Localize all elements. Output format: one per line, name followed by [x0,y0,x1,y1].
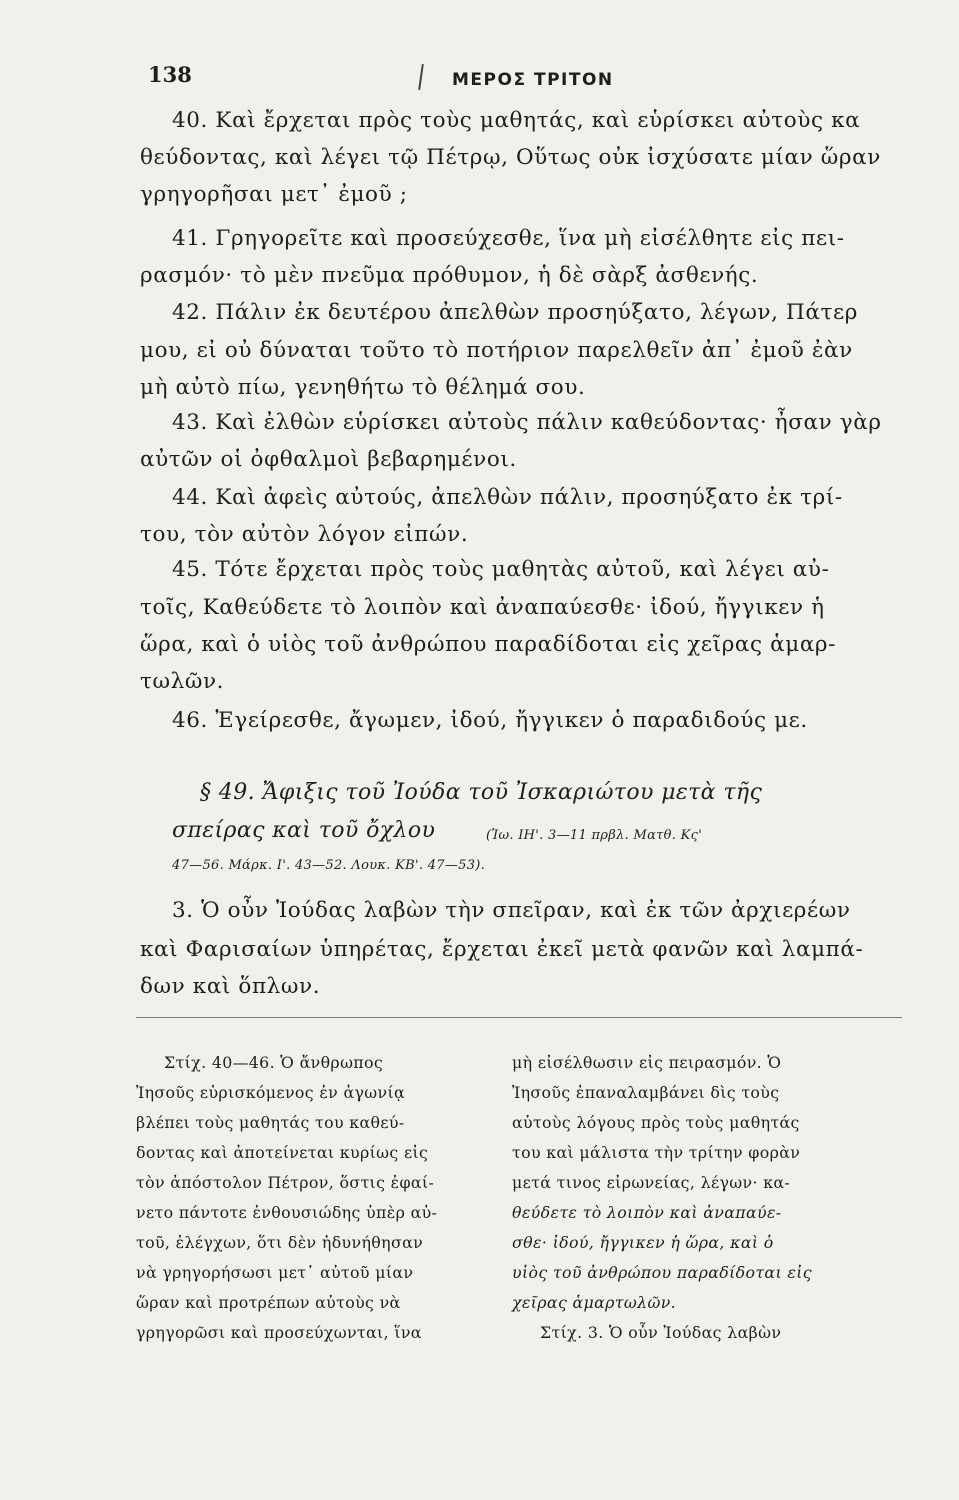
verse-line: δων καὶ ὅπλων. [140,974,321,999]
verse-line: του, τὸν αὐτὸν λόγον εἰπών. [140,522,469,547]
footnote-line: Στίχ. 40—46. Ὁ ἄνθρωπος [164,1053,384,1072]
footnote-line: αὐτοὺς λόγους πρὸς τοὺς μαθητάς [512,1113,800,1132]
footnote-line: τὸν ἀπόστολον Πέτρον, ὅστις ἐφαί- [136,1173,435,1192]
footnote-line: υἱὸς τοῦ ἀνθρώπου παραδίδοται εἰς [512,1263,812,1282]
verse-line: 43. Καὶ ἐλθὼν εὑρίσκει αὐτοὺς πάλιν καθεύδοντας· ἦσαν γὰρ [172,410,882,435]
verse-line: 3. Ὁ οὖν Ἰούδας λαβὼν τὴν σπεῖραν, καὶ ἐκ τῶν ἀρχιερέων [172,898,851,923]
verse-line: μου, εἰ οὐ δύναται τοῦτο τὸ ποτήριον παρελθεῖν ἀπ᾽ ἐμοῦ ἐὰν [140,338,853,363]
verse-line: 40. Καὶ ἔρχεται πρὸς τοὺς μαθητάς, καὶ εὑρίσκει αὐτοὺς κα [172,108,861,133]
verse-line: τοῖς, Καθεύδετε τὸ λοιπὸν καὶ ἀναπαύεσθε· ἰδού, ἤγγικεν ἡ [140,595,825,620]
footnote-line: μετά τινος εἰρωνείας, λέγων· κα- [512,1173,791,1192]
footnote-line: θεύδετε τὸ λοιπὸν καὶ ἀναπαύε- [512,1203,782,1222]
section-reference: (Ἰω. ΙΗ'. 3—11 πρβλ. Ματθ. Κς' [486,828,703,843]
header-divider [418,64,424,90]
footnote-line: δοντας καὶ ἀποτείνεται κυρίως εἰς [136,1143,429,1162]
footnote-line: νετο πάντοτε ἐνθουσιώδης ὑπὲρ αὐ- [136,1203,438,1222]
footnote-rule [136,1017,902,1018]
footnote-line: Στίχ. 3. Ὁ οὖν Ἰούδας λαβὼν [540,1323,782,1342]
footnote-line: γρηγορῶσι καὶ προσεύχωνται, ἵνα [136,1323,422,1342]
verse-line: αὐτῶν οἱ ὀφθαλμοὶ βεβαρημένοι. [140,447,517,472]
verse-line: 41. Γρηγορεῖτε καὶ προσεύχεσθε, ἵνα μὴ εἰσέλθητε εἰς πει- [172,226,845,251]
verse-line: ρασμόν· τὸ μὲν πνεῦμα πρόθυμον, ἡ δὲ σὰρξ ἀσθενής. [140,263,759,288]
verse-line: γρηγορῆσαι μετ᾽ ἐμοῦ ; [140,182,408,207]
page-number: 138 [148,62,192,87]
verse-line: 46. Ἐγείρεσθε, ἄγωμεν, ἰδού, ἤγγικεν ὁ παραδιδούς με. [172,708,808,733]
section-heading: σπείρας καὶ τοῦ ὄχλου [172,818,436,843]
running-header: ΜΕΡΟΣ ΤΡΙΤΟΝ [452,70,614,90]
footnote-line: μὴ εἰσέλθωσιν εἰς πειρασμόν. Ὁ [512,1053,782,1072]
footnote-line: χεῖρας ἁμαρτωλῶν. [512,1293,677,1312]
footnote-line: νὰ γρηγορήσωσι μετ᾽ αὐτοῦ μίαν [136,1263,414,1282]
verse-line: 45. Τότε ἔρχεται πρὸς τοὺς μαθητὰς αὐτοῦ, καὶ λέγει αὐ- [172,557,830,582]
verse-line: ὥρα, καὶ ὁ υἱὸς τοῦ ἀνθρώπου παραδίδοται εἰς χεῖρας ἁμαρ- [140,632,837,657]
verse-line: 44. Καὶ ἀφεὶς αὐτούς, ἀπελθὼν πάλιν, προσηύξατο ἐκ τρί- [172,485,843,510]
footnote-line: ὥραν καὶ προτρέπων αὐτοὺς νὰ [136,1293,401,1312]
footnote-line: βλέπει τοὺς μαθητάς του καθεύ- [136,1113,405,1132]
verse-line: 42. Πάλιν ἐκ δευτέρου ἀπελθὼν προσηύξατο, λέγων, Πάτερ [172,300,858,325]
verse-line: καὶ Φαρισαίων ὑπηρέτας, ἔρχεται ἐκεῖ μετὰ φανῶν καὶ λαμπά- [140,937,864,962]
verse-line: τωλῶν. [140,669,225,694]
section-heading: § 49. Ἄφιξις τοῦ Ἰούδα τοῦ Ἰσκαριώτου μετὰ τῆς [200,780,763,805]
footnote-line: του καὶ μάλιστα τὴν τρίτην φορὰν [512,1143,801,1162]
footnote-line: σθε· ἰδού, ἤγγικεν ἡ ὥρα, καὶ ὁ [512,1233,774,1252]
footnote-line: Ἰησοῦς εὑρισκόμενος ἐν ἀγωνίᾳ [136,1083,406,1102]
section-reference: 47—56. Μάρκ. Ι'. 43—52. Λουκ. ΚΒ'. 47—53). [172,858,486,873]
verse-line: μὴ αὐτὸ πίω, γενηθήτω τὸ θέλημά σου. [140,375,586,400]
footnote-line: τοῦ, ἐλέγχων, ὅτι δὲν ἠδυνήθησαν [136,1233,424,1252]
verse-line: θεύδοντας, καὶ λέγει τῷ Πέτρῳ, Οὕτως οὐκ ἰσχύσατε μίαν ὥραν [140,145,881,170]
footnote-line: Ἰησοῦς ἐπαναλαμβάνει δὶς τοὺς [512,1083,780,1102]
